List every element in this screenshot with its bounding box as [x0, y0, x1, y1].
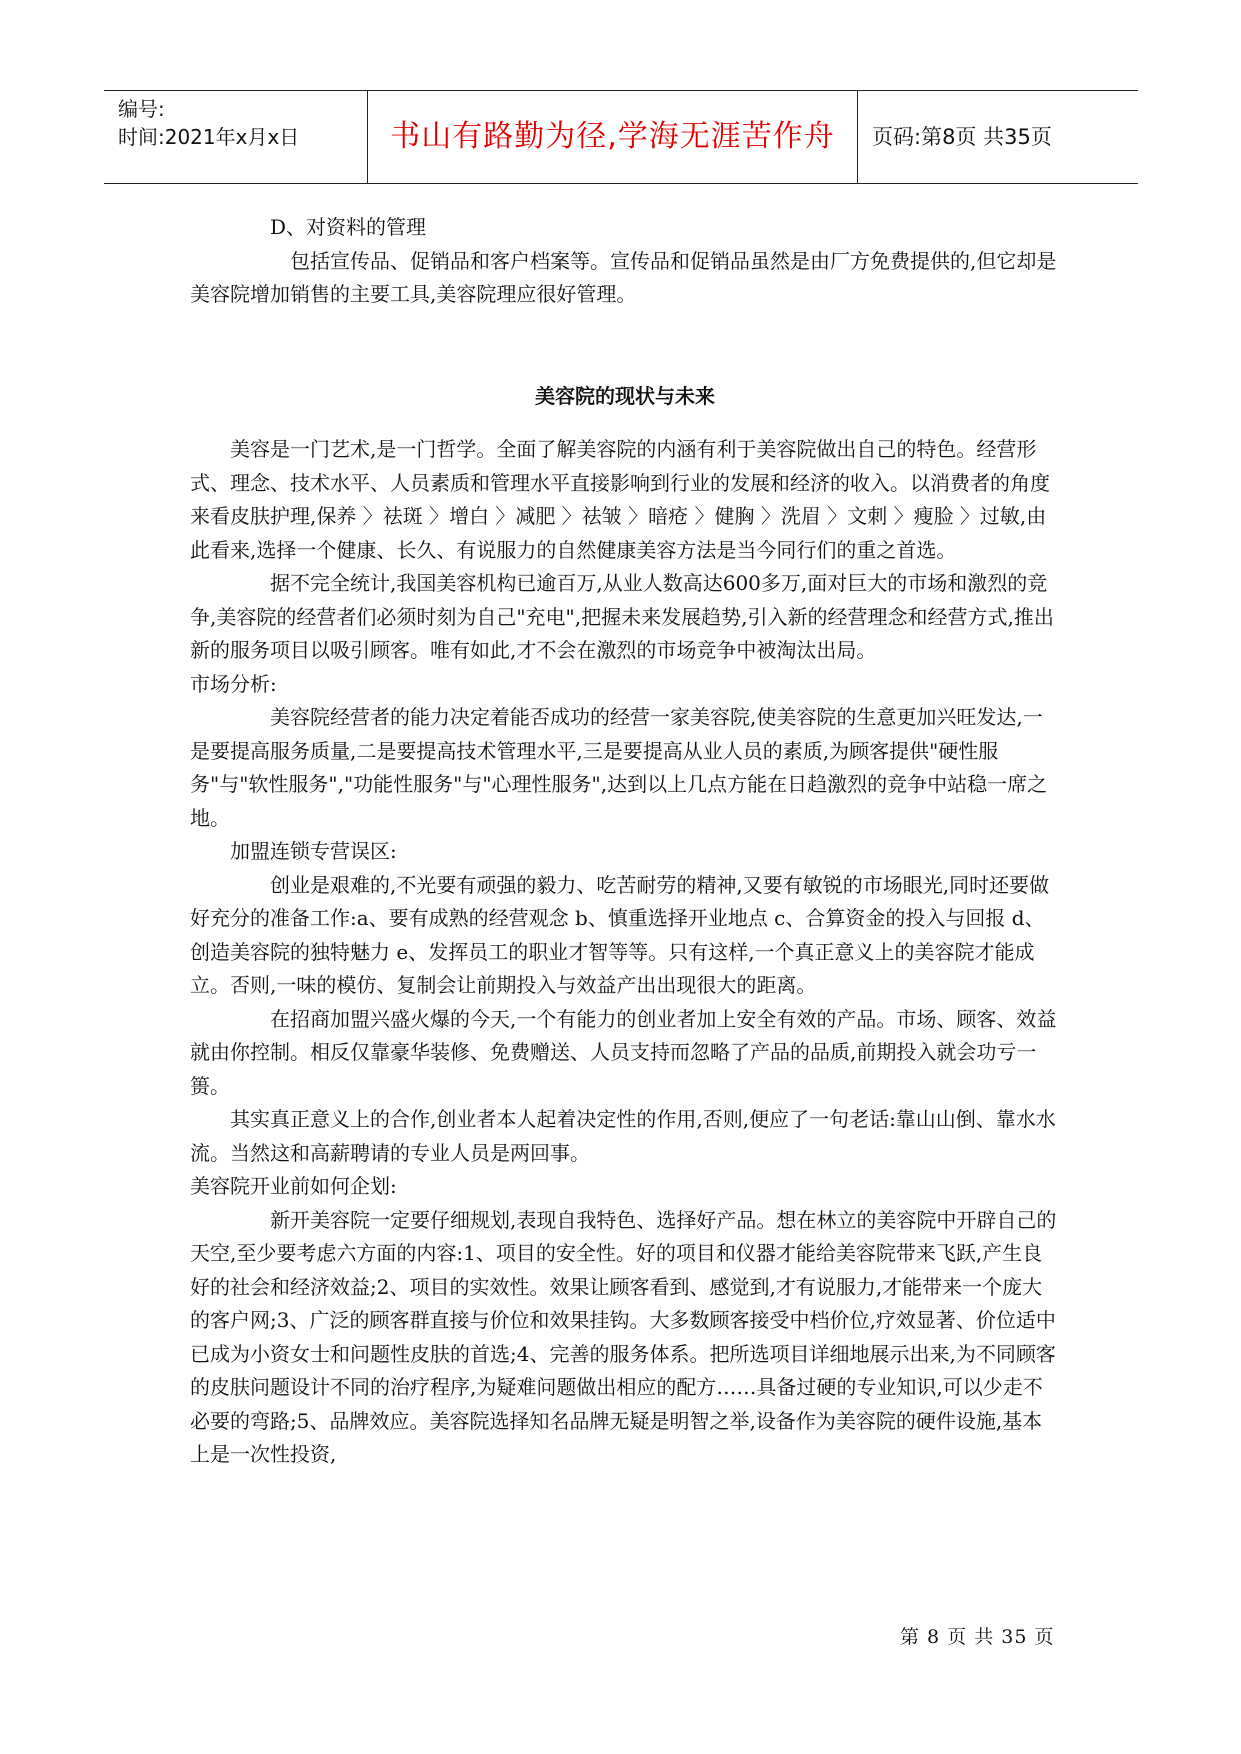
section-heading: D、对资料的管理	[270, 215, 427, 239]
section-title: 美容院的现状与未来	[535, 383, 715, 408]
subheading: 市场分析:	[190, 671, 277, 696]
body-paragraph: 美容院经营者的能力决定着能否成功的经营一家美容院,使美容院的生意更加兴旺发达,一是要提高服务质量,二是要提高技术管理水平,三是要提高从业人员的素质,为顾客提供"硬性服务"与"软性服务","功能性服务"与"心理性服务",达到以上几点方能在日趋激烈的竞争中站稳一席之地。	[190, 705, 1048, 830]
subheading: 加盟连锁专营误区:	[230, 839, 397, 863]
body-paragraph: 在招商加盟兴盛火爆的今天,一个有能力的创业者加上安全有效的产品。市场、顾客、效益就由你控制。相反仅靠豪华装修、免费赠送、人员支持而忽略了产品的品质,前期投入就会功亏一篑。	[190, 1006, 1057, 1098]
body-paragraph: 据不完全统计,我国美容机构已逾百万,从业人数高达600多万,面对巨大的市场和激烈的竞争,美容院的经营者们必须时刻为自己"充电",把握未来发展趋势,引入新的经营理念和经营方式,推出新的服务项目以吸引顾客。唯有如此,才不会在激烈的市场竞争中被淘汰出局。	[190, 571, 1054, 662]
document-number-label: 编号:	[118, 97, 165, 121]
page-footer: 第 8 页 共 35 页	[900, 1626, 1055, 1648]
header-page-number: 页码:第8页 共35页	[872, 125, 1052, 149]
body-paragraph: 美容是一门艺术,是一门哲学。全面了解美容院的内涵有利于美容院做出自己的特色。经营形式、理念、技术水平、人员素质和管理水平直接影响到行业的发展和经济的收入。以消费者的角度来看皮肤护理,保养 〉祛斑 〉增白 〉减肥 〉祛皱 〉暗疮 〉健胸 〉洗眉 〉文刺 〉瘦脸 〉过敏,由此看来,选择一个健康、长久、有说服力的自然健康美容方法是当今同行们的重之首选。	[190, 437, 1050, 562]
body-paragraph: 新开美容院一定要仔细规划,表现自我特色、选择好产品。想在林立的美容院中开辟自己的天空,至少要考虑六方面的内容:1、项目的安全性。好的项目和仪器才能给美容院带来飞跃,产生良好的社会和经济效益;2、项目的实效性。效果让顾客看到、感觉到,才有说服力,才能带来一个庞大的客户网;3、广泛的顾客群直接与价位和效果挂钩。大多数顾客接受中档价位,疗效显著、价位适中已成为小资女士和问题性皮肤的首选;4、完善的服务体系。把所选项目详细地展示出来,为不同顾客的皮肤问题设计不同的治疗程序,为疑难问题做出相应的配方……具备过硬的专业知识,可以少走不必要的弯路;5、品牌效应。美容院选择知名品牌无疑是明智之举,设备作为美容院的硬件设施,基本上是一次性投资,	[190, 1207, 1057, 1466]
body-paragraph: 其实真正意义上的合作,创业者本人起着决定性的作用,否则,便应了一句老话:靠山山倒、靠水水流。当然这和高薪聘请的专业人员是两回事。	[190, 1107, 1056, 1165]
header-info	[104, 91, 368, 183]
body-paragraph: 包括宣传品、促销品和客户档案等。宣传品和促销品虽然是由厂方免费提供的,但它却是美容院增加销售的主要工具,美容院理应很好管理。	[190, 248, 1057, 306]
body-paragraph: 创业是艰难的,不光要有顽强的毅力、吃苦耐劳的精神,又要有敏锐的市场眼光,同时还要做好充分的准备工作:a、要有成熟的经营观念 b、慎重选择开业地点 c、合算资金的投入与回报 d、创造美容院的独特魅力 e、发挥员工的职业才智等等。只有这样,一个真正意义上的美容院才能成立。否则,一味的模仿、复制会让前期投入与效益产出出现很大的距离。	[190, 872, 1050, 997]
document-body	[190, 211, 1060, 1472]
header-motto: 书山有路勤为径,学海无涯苦作舟	[368, 91, 858, 183]
subheading: 美容院开业前如何企划:	[190, 1174, 397, 1198]
page-header	[104, 90, 1138, 184]
document-time-label: 时间:2021年x月x日	[118, 125, 300, 149]
